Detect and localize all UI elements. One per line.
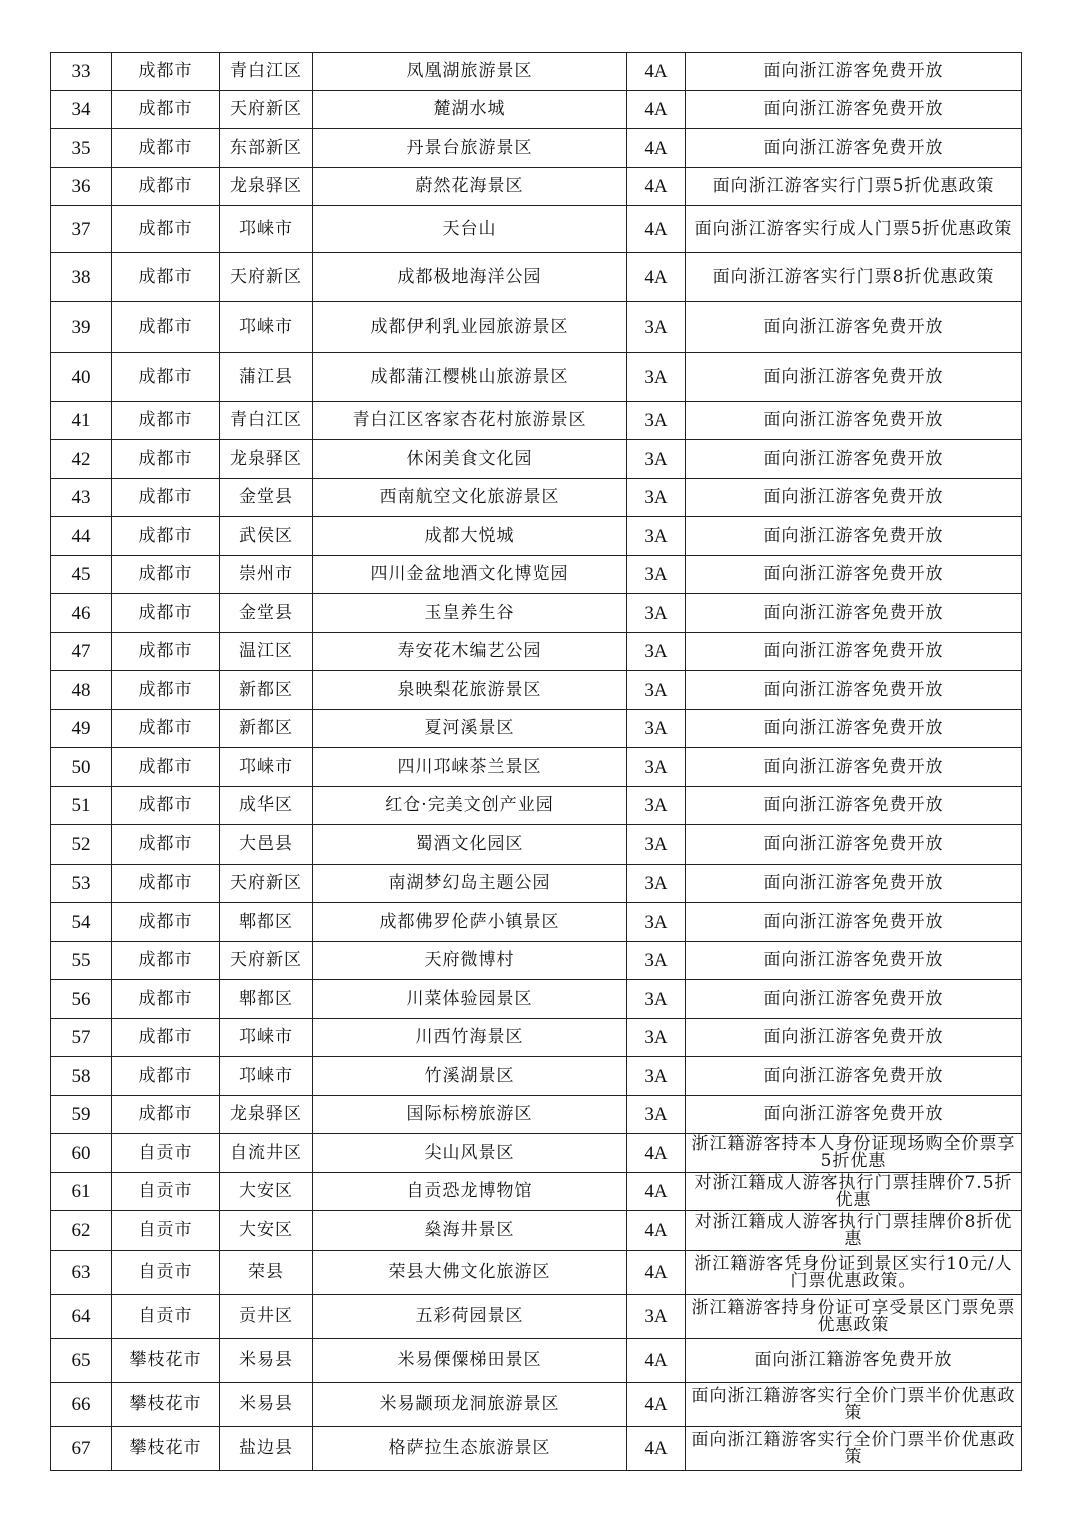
ticket-policy: 面向浙江游客免费开放 bbox=[686, 129, 1022, 168]
row-number: 47 bbox=[51, 633, 112, 671]
city-cell: 成都市 bbox=[112, 942, 220, 980]
ticket-policy: 面向浙江游客免费开放 bbox=[686, 942, 1022, 980]
scenic-spot-name: 蜀酒文化园区 bbox=[313, 825, 627, 865]
scenic-spot-name: 五彩荷园景区 bbox=[313, 1295, 627, 1339]
ticket-policy: 对浙江籍成人游客执行门票挂牌价7.5折优惠 bbox=[686, 1173, 1022, 1211]
city-cell: 成都市 bbox=[112, 53, 220, 91]
scenic-spot-name: 成都大悦城 bbox=[313, 517, 627, 556]
rating-level: 3A bbox=[627, 479, 686, 517]
rating-level: 3A bbox=[627, 748, 686, 787]
county-cell: 东部新区 bbox=[220, 129, 313, 168]
table-row bbox=[51, 91, 1022, 129]
ticket-policy: 浙江籍游客凭身份证到景区实行10元/人门票优惠政策。 bbox=[686, 1251, 1022, 1295]
row-number: 57 bbox=[51, 1019, 112, 1057]
table-row bbox=[51, 1295, 1022, 1339]
row-number: 61 bbox=[51, 1173, 112, 1211]
scenic-spot-name: 竹溪湖景区 bbox=[313, 1057, 627, 1096]
city-cell: 成都市 bbox=[112, 302, 220, 353]
scenic-spot-name: 夏河溪景区 bbox=[313, 710, 627, 748]
county-cell: 龙泉驿区 bbox=[220, 440, 313, 479]
row-number: 67 bbox=[51, 1427, 112, 1471]
scenic-spot-name: 玉皇养生谷 bbox=[313, 594, 627, 633]
table-row bbox=[51, 980, 1022, 1019]
ticket-policy: 面向浙江游客免费开放 bbox=[686, 865, 1022, 903]
ticket-policy: 面向浙江游客实行门票5折优惠政策 bbox=[686, 168, 1022, 206]
scenic-spot-name: 川菜体验园景区 bbox=[313, 980, 627, 1019]
table-row bbox=[51, 556, 1022, 594]
ticket-policy: 面向浙江游客免费开放 bbox=[686, 517, 1022, 556]
city-cell: 成都市 bbox=[112, 129, 220, 168]
ticket-policy: 面向浙江游客免费开放 bbox=[686, 748, 1022, 787]
row-number: 51 bbox=[51, 787, 112, 825]
ticket-policy: 浙江籍游客持本人身份证现场购全价票享5折优惠 bbox=[686, 1134, 1022, 1173]
row-number: 35 bbox=[51, 129, 112, 168]
table-row bbox=[51, 402, 1022, 440]
ticket-policy: 面向浙江游客免费开放 bbox=[686, 1096, 1022, 1134]
county-cell: 邛崃市 bbox=[220, 1057, 313, 1096]
rating-level: 4A bbox=[627, 91, 686, 129]
county-cell: 武侯区 bbox=[220, 517, 313, 556]
county-cell: 天府新区 bbox=[220, 253, 313, 302]
table-row bbox=[51, 440, 1022, 479]
row-number: 40 bbox=[51, 353, 112, 402]
county-cell: 米易县 bbox=[220, 1383, 313, 1427]
rating-level: 3A bbox=[627, 556, 686, 594]
scenic-spot-name: 凤凰湖旅游景区 bbox=[313, 53, 627, 91]
row-number: 33 bbox=[51, 53, 112, 91]
city-cell: 成都市 bbox=[112, 479, 220, 517]
county-cell: 荣县 bbox=[220, 1251, 313, 1295]
ticket-policy: 面向浙江游客免费开放 bbox=[686, 302, 1022, 353]
ticket-policy: 面向浙江游客免费开放 bbox=[686, 671, 1022, 710]
rating-level: 4A bbox=[627, 129, 686, 168]
ticket-policy: 面向浙江游客免费开放 bbox=[686, 980, 1022, 1019]
county-cell: 青白江区 bbox=[220, 402, 313, 440]
county-cell: 米易县 bbox=[220, 1339, 313, 1383]
ticket-policy: 面向浙江游客免费开放 bbox=[686, 1019, 1022, 1057]
ticket-policy: 面向浙江游客免费开放 bbox=[686, 903, 1022, 942]
rating-level: 4A bbox=[627, 1134, 686, 1173]
ticket-policy: 面向浙江籍游客实行全价门票半价优惠政策 bbox=[686, 1427, 1022, 1471]
county-cell: 贡井区 bbox=[220, 1295, 313, 1339]
scenic-spot-name: 成都蒲江樱桃山旅游景区 bbox=[313, 353, 627, 402]
rating-level: 3A bbox=[627, 517, 686, 556]
scenic-spot-name: 天府微博村 bbox=[313, 942, 627, 980]
row-number: 48 bbox=[51, 671, 112, 710]
table-row bbox=[51, 942, 1022, 980]
table-row bbox=[51, 710, 1022, 748]
table-row bbox=[51, 1339, 1022, 1383]
ticket-policy: 面向浙江游客免费开放 bbox=[686, 633, 1022, 671]
city-cell: 成都市 bbox=[112, 671, 220, 710]
county-cell: 青白江区 bbox=[220, 53, 313, 91]
scenic-spot-name: 成都伊利乳业园旅游景区 bbox=[313, 302, 627, 353]
scenic-spot-name: 川西竹海景区 bbox=[313, 1019, 627, 1057]
row-number: 53 bbox=[51, 865, 112, 903]
rating-level: 4A bbox=[627, 1173, 686, 1211]
ticket-policy: 面向浙江游客免费开放 bbox=[686, 53, 1022, 91]
table-body bbox=[51, 53, 1022, 1471]
row-number: 58 bbox=[51, 1057, 112, 1096]
ticket-policy: 对浙江籍成人游客执行门票挂牌价8折优惠 bbox=[686, 1211, 1022, 1251]
row-number: 49 bbox=[51, 710, 112, 748]
ticket-policy: 面向浙江游客免费开放 bbox=[686, 1057, 1022, 1096]
city-cell: 成都市 bbox=[112, 594, 220, 633]
rating-level: 3A bbox=[627, 671, 686, 710]
scenic-spot-name: 麓湖水城 bbox=[313, 91, 627, 129]
table-row bbox=[51, 825, 1022, 865]
scenic-spot-name: 四川邛崃茶兰景区 bbox=[313, 748, 627, 787]
row-number: 42 bbox=[51, 440, 112, 479]
row-number: 43 bbox=[51, 479, 112, 517]
table-row bbox=[51, 594, 1022, 633]
scenic-spot-name: 休闲美食文化园 bbox=[313, 440, 627, 479]
city-cell: 成都市 bbox=[112, 865, 220, 903]
table-row bbox=[51, 302, 1022, 353]
scenic-spot-name: 尖山风景区 bbox=[313, 1134, 627, 1173]
rating-level: 3A bbox=[627, 1295, 686, 1339]
city-cell: 成都市 bbox=[112, 748, 220, 787]
scenic-spot-name: 米易颛顼龙洞旅游景区 bbox=[313, 1383, 627, 1427]
county-cell: 郫都区 bbox=[220, 980, 313, 1019]
county-cell: 天府新区 bbox=[220, 942, 313, 980]
scenic-spot-name: 自贡恐龙博物馆 bbox=[313, 1173, 627, 1211]
rating-level: 3A bbox=[627, 594, 686, 633]
city-cell: 成都市 bbox=[112, 402, 220, 440]
city-cell: 成都市 bbox=[112, 556, 220, 594]
row-number: 59 bbox=[51, 1096, 112, 1134]
ticket-policy: 面向浙江游客免费开放 bbox=[686, 479, 1022, 517]
table-row bbox=[51, 1057, 1022, 1096]
county-cell: 成华区 bbox=[220, 787, 313, 825]
table-row bbox=[51, 1211, 1022, 1251]
ticket-policy: 面向浙江游客实行成人门票5折优惠政策 bbox=[686, 206, 1022, 253]
rating-level: 3A bbox=[627, 787, 686, 825]
table-row bbox=[51, 633, 1022, 671]
table-row bbox=[51, 206, 1022, 253]
scenic-spot-name: 西南航空文化旅游景区 bbox=[313, 479, 627, 517]
table-row bbox=[51, 253, 1022, 302]
scenic-spot-name: 泉映梨花旅游景区 bbox=[313, 671, 627, 710]
city-cell: 自贡市 bbox=[112, 1211, 220, 1251]
scenic-spot-name: 荣县大佛文化旅游区 bbox=[313, 1251, 627, 1295]
city-cell: 自贡市 bbox=[112, 1295, 220, 1339]
table-row bbox=[51, 1427, 1022, 1471]
rating-level: 3A bbox=[627, 302, 686, 353]
city-cell: 攀枝花市 bbox=[112, 1427, 220, 1471]
table-row bbox=[51, 517, 1022, 556]
rating-level: 4A bbox=[627, 253, 686, 302]
table-row bbox=[51, 53, 1022, 91]
city-cell: 成都市 bbox=[112, 980, 220, 1019]
scenic-spot-name: 燊海井景区 bbox=[313, 1211, 627, 1251]
county-cell: 新都区 bbox=[220, 710, 313, 748]
table-row bbox=[51, 903, 1022, 942]
county-cell: 蒲江县 bbox=[220, 353, 313, 402]
table-row bbox=[51, 748, 1022, 787]
ticket-policy: 面向浙江游客免费开放 bbox=[686, 594, 1022, 633]
row-number: 54 bbox=[51, 903, 112, 942]
ticket-policy: 面向浙江游客免费开放 bbox=[686, 402, 1022, 440]
rating-level: 4A bbox=[627, 1211, 686, 1251]
table-row bbox=[51, 353, 1022, 402]
county-cell: 邛崃市 bbox=[220, 206, 313, 253]
row-number: 46 bbox=[51, 594, 112, 633]
rating-level: 3A bbox=[627, 903, 686, 942]
scenic-spot-name: 南湖梦幻岛主题公园 bbox=[313, 865, 627, 903]
rating-level: 4A bbox=[627, 53, 686, 91]
scenic-spot-name: 天台山 bbox=[313, 206, 627, 253]
table-row bbox=[51, 865, 1022, 903]
row-number: 62 bbox=[51, 1211, 112, 1251]
city-cell: 成都市 bbox=[112, 91, 220, 129]
county-cell: 天府新区 bbox=[220, 91, 313, 129]
city-cell: 成都市 bbox=[112, 1019, 220, 1057]
county-cell: 邛崃市 bbox=[220, 302, 313, 353]
table-row bbox=[51, 1019, 1022, 1057]
county-cell: 天府新区 bbox=[220, 865, 313, 903]
city-cell: 自贡市 bbox=[112, 1251, 220, 1295]
scenic-spot-name: 格萨拉生态旅游景区 bbox=[313, 1427, 627, 1471]
row-number: 44 bbox=[51, 517, 112, 556]
city-cell: 攀枝花市 bbox=[112, 1339, 220, 1383]
ticket-policy: 面向浙江游客免费开放 bbox=[686, 353, 1022, 402]
county-cell: 金堂县 bbox=[220, 594, 313, 633]
county-cell: 金堂县 bbox=[220, 479, 313, 517]
row-number: 65 bbox=[51, 1339, 112, 1383]
city-cell: 成都市 bbox=[112, 1096, 220, 1134]
rating-level: 4A bbox=[627, 1251, 686, 1295]
ticket-policy: 面向浙江游客免费开放 bbox=[686, 556, 1022, 594]
rating-level: 3A bbox=[627, 1057, 686, 1096]
scenic-spot-name: 成都极地海洋公园 bbox=[313, 253, 627, 302]
row-number: 55 bbox=[51, 942, 112, 980]
row-number: 60 bbox=[51, 1134, 112, 1173]
row-number: 37 bbox=[51, 206, 112, 253]
rating-level: 3A bbox=[627, 1019, 686, 1057]
row-number: 52 bbox=[51, 825, 112, 865]
row-number: 64 bbox=[51, 1295, 112, 1339]
rating-level: 4A bbox=[627, 1383, 686, 1427]
scenic-spot-name: 寿安花木编艺公园 bbox=[313, 633, 627, 671]
county-cell: 邛崃市 bbox=[220, 748, 313, 787]
city-cell: 成都市 bbox=[112, 168, 220, 206]
table-row bbox=[51, 1383, 1022, 1427]
row-number: 66 bbox=[51, 1383, 112, 1427]
scenic-spot-name: 米易傈僳梯田景区 bbox=[313, 1339, 627, 1383]
county-cell: 新都区 bbox=[220, 671, 313, 710]
ticket-policy: 面向浙江籍游客免费开放 bbox=[686, 1339, 1022, 1383]
city-cell: 成都市 bbox=[112, 825, 220, 865]
row-number: 39 bbox=[51, 302, 112, 353]
rating-level: 3A bbox=[627, 402, 686, 440]
rating-level: 4A bbox=[627, 1339, 686, 1383]
rating-level: 4A bbox=[627, 1427, 686, 1471]
county-cell: 龙泉驿区 bbox=[220, 1096, 313, 1134]
county-cell: 龙泉驿区 bbox=[220, 168, 313, 206]
city-cell: 自贡市 bbox=[112, 1134, 220, 1173]
county-cell: 崇州市 bbox=[220, 556, 313, 594]
rating-level: 3A bbox=[627, 1096, 686, 1134]
table-row bbox=[51, 1173, 1022, 1211]
city-cell: 自贡市 bbox=[112, 1173, 220, 1211]
city-cell: 成都市 bbox=[112, 206, 220, 253]
county-cell: 大邑县 bbox=[220, 825, 313, 865]
rating-level: 3A bbox=[627, 710, 686, 748]
rating-level: 3A bbox=[627, 865, 686, 903]
ticket-policy: 面向浙江游客免费开放 bbox=[686, 710, 1022, 748]
table-row bbox=[51, 129, 1022, 168]
city-cell: 成都市 bbox=[112, 353, 220, 402]
scenic-spot-name: 红仓·完美文创产业园 bbox=[313, 787, 627, 825]
row-number: 45 bbox=[51, 556, 112, 594]
ticket-policy: 面向浙江游客免费开放 bbox=[686, 787, 1022, 825]
scenic-spot-name: 成都佛罗伦萨小镇景区 bbox=[313, 903, 627, 942]
table-row bbox=[51, 1251, 1022, 1295]
city-cell: 攀枝花市 bbox=[112, 1383, 220, 1427]
scenic-spot-name: 蔚然花海景区 bbox=[313, 168, 627, 206]
table-row bbox=[51, 1134, 1022, 1173]
ticket-policy: 面向浙江游客实行门票8折优惠政策 bbox=[686, 253, 1022, 302]
city-cell: 成都市 bbox=[112, 440, 220, 479]
ticket-policy: 浙江籍游客持身份证可享受景区门票免票优惠政策 bbox=[686, 1295, 1022, 1339]
city-cell: 成都市 bbox=[112, 517, 220, 556]
rating-level: 3A bbox=[627, 942, 686, 980]
rating-level: 3A bbox=[627, 825, 686, 865]
rating-level: 3A bbox=[627, 980, 686, 1019]
county-cell: 郫都区 bbox=[220, 903, 313, 942]
county-cell: 大安区 bbox=[220, 1173, 313, 1211]
table-row bbox=[51, 479, 1022, 517]
county-cell: 自流井区 bbox=[220, 1134, 313, 1173]
table-row bbox=[51, 168, 1022, 206]
city-cell: 成都市 bbox=[112, 1057, 220, 1096]
city-cell: 成都市 bbox=[112, 633, 220, 671]
rating-level: 4A bbox=[627, 168, 686, 206]
county-cell: 大安区 bbox=[220, 1211, 313, 1251]
row-number: 34 bbox=[51, 91, 112, 129]
city-cell: 成都市 bbox=[112, 710, 220, 748]
row-number: 36 bbox=[51, 168, 112, 206]
rating-level: 4A bbox=[627, 206, 686, 253]
city-cell: 成都市 bbox=[112, 253, 220, 302]
county-cell: 邛崃市 bbox=[220, 1019, 313, 1057]
row-number: 56 bbox=[51, 980, 112, 1019]
rating-level: 3A bbox=[627, 633, 686, 671]
scenic-spot-name: 国际标榜旅游区 bbox=[313, 1096, 627, 1134]
ticket-policy: 面向浙江籍游客实行全价门票半价优惠政策 bbox=[686, 1383, 1022, 1427]
scenic-spot-name: 青白江区客家杏花村旅游景区 bbox=[313, 402, 627, 440]
table-row bbox=[51, 1096, 1022, 1134]
rating-level: 3A bbox=[627, 440, 686, 479]
rating-level: 3A bbox=[627, 353, 686, 402]
city-cell: 成都市 bbox=[112, 903, 220, 942]
ticket-policy: 面向浙江游客免费开放 bbox=[686, 440, 1022, 479]
county-cell: 盐边县 bbox=[220, 1427, 313, 1471]
scenic-spot-name: 四川金盆地酒文化博览园 bbox=[313, 556, 627, 594]
table-row bbox=[51, 671, 1022, 710]
row-number: 63 bbox=[51, 1251, 112, 1295]
row-number: 38 bbox=[51, 253, 112, 302]
ticket-policy: 面向浙江游客免费开放 bbox=[686, 91, 1022, 129]
scenic-spot-name: 丹景台旅游景区 bbox=[313, 129, 627, 168]
row-number: 41 bbox=[51, 402, 112, 440]
scenic-spot-table bbox=[50, 52, 1022, 1471]
ticket-policy: 面向浙江游客免费开放 bbox=[686, 825, 1022, 865]
table-row bbox=[51, 787, 1022, 825]
row-number: 50 bbox=[51, 748, 112, 787]
city-cell: 成都市 bbox=[112, 787, 220, 825]
county-cell: 温江区 bbox=[220, 633, 313, 671]
